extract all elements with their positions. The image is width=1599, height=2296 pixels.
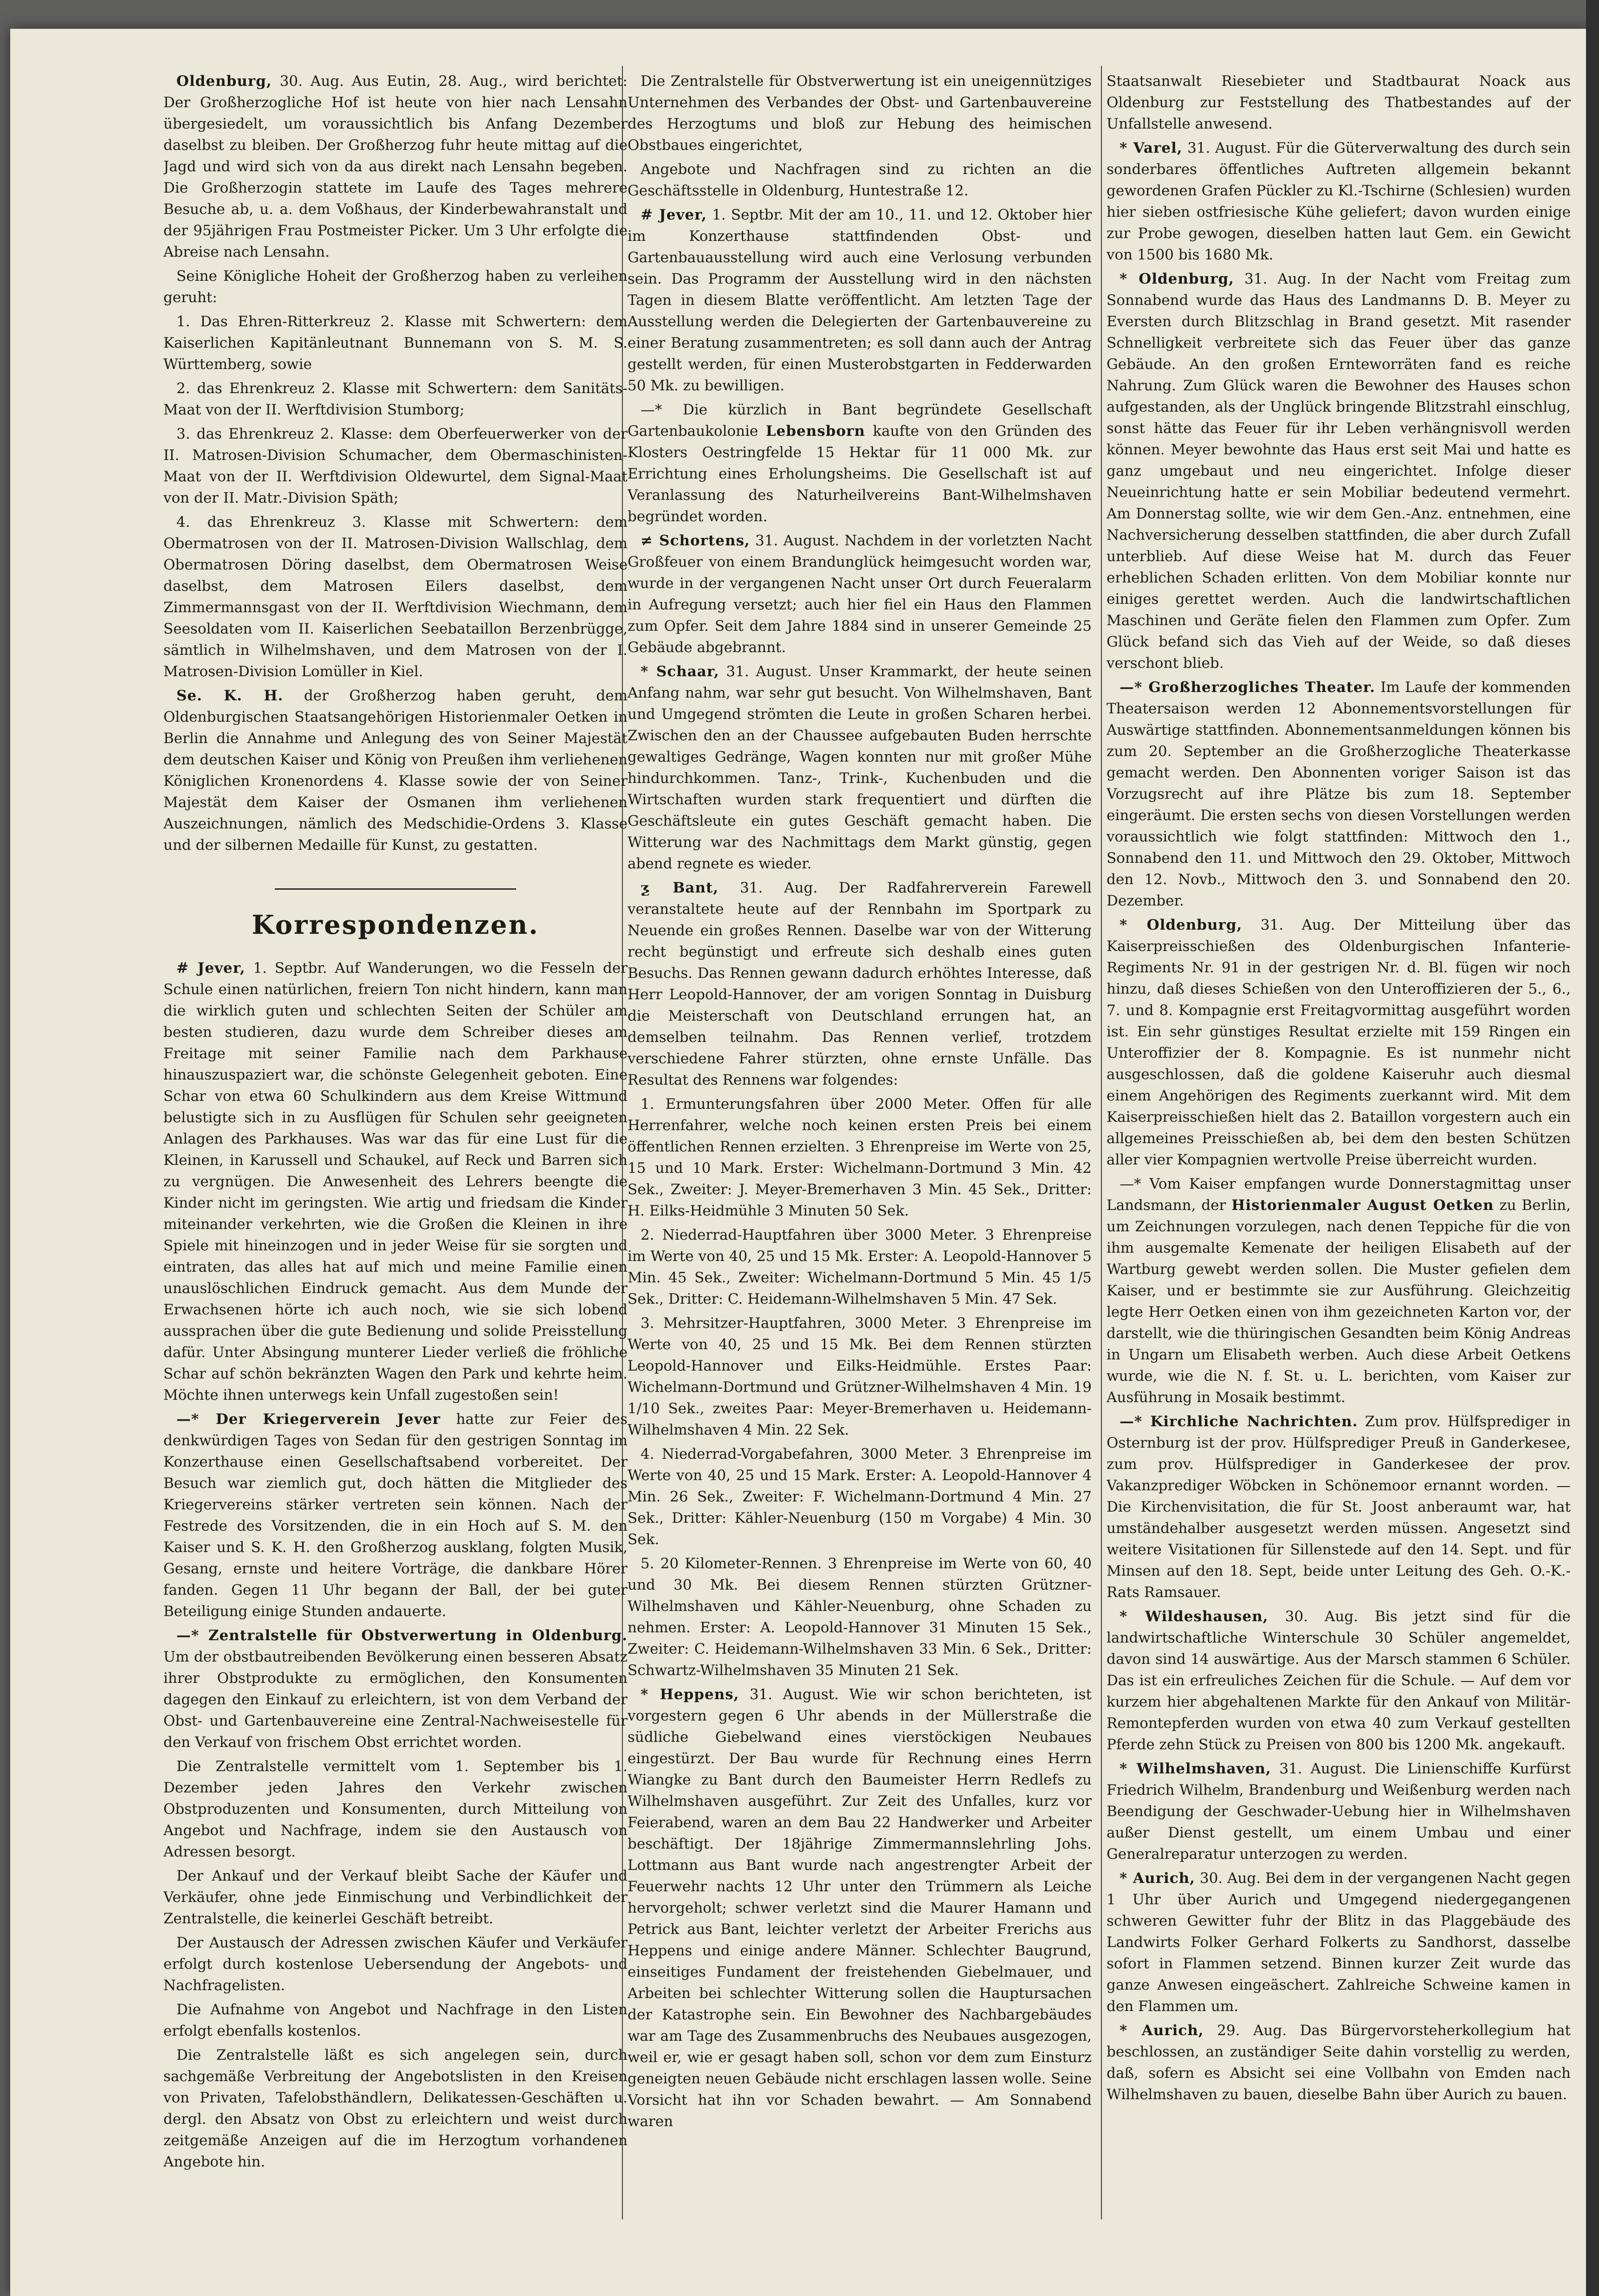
paragraph: Der Ankauf und der Verkauf bleibt Sache der Käufer und Verkäufer, ohne jede Einmischung und Verbindlichkeit der Zentralstelle, die keinerlei Geschäft betreibt.	[163, 1868, 628, 1927]
column-2	[628, 71, 1092, 2219]
honors-item: 2. das Ehrenkreuz 2. Klasse mit Schwertern: dem Sanitäts-Maat von der II. Werftdivision Stumborg;	[163, 380, 628, 418]
article-oldenburg-regiment: * Oldenburg, 31. Aug. Der Mitteilung über das Kaiserpreisschießen des Oldenburgischen Infanterie-Regiments Nr. 91 in der gestrigen Nr. d. Bl. fügen wir noch hinzu, daß dieses Schießen von den Unteroffizieren der 5., 6., 7. und 8. Kompagnie erst Freitagvormittag ausgeführt worden ist. Ein sehr günstiges Resultat erzielte mit 159 Ringen ein Unteroffizier der 8. Kompagnie. Es ist nunmehr nicht ausgeschlossen, daß die goldene Kaiseruhr auch diesmal einem Angehörigen des Regiments zuerkannt wird. Mit dem Kaiserpreisschießen hielt das 2. Bataillon vorgestern auch ein allgemeines Preisschießen ab, bei dem den besten Schützen aller vier Kompagnien wertvolle Preise überreicht wurden.	[1107, 917, 1571, 1168]
column-rule	[1101, 66, 1102, 2219]
race-result: 5. 20 Kilometer-Rennen. 3 Ehrenpreise im Werte von 60, 40 und 30 Mk. Bei diesem Rennen stürzten Grützner-Wilhelmshaven und Kähler-Neuenburg, ohne Schaden zu nehmen. Erster: A. Leopold-Hannover 31 Minuten 15 Sek., Zweiter: C. Heidemann-Wilhelmshaven 33 Min. 6 Sek., Dritter: Schwartz-Wilhelmshaven 35 Minuten 21 Sek.	[628, 1555, 1092, 1679]
article-skh: Se. K. H. der Großherzog haben geruht, dem Oldenburgischen Staatsangehörigen Historienmaler Oetken in Berlin die Annahme und Anlegung des von Seiner Majestät dem deutschen Kaiser und König von Preußen ihm verliehenen Königlichen Kronenordens 4. Klasse sowie der von Seiner Majestät dem Kaiser der Osmanen ihm verliehenen Auszeichnungen, nämlich des Medschidie-Ordens 3. Klasse und der silbernen Medaille für Kunst, zu gestatten.	[163, 687, 628, 854]
article-lebensborn: —* Die kürzlich in Bant begründete Gesellschaft Gartenbaukolonie Lebensborn kaufte von den Gründen des Klosters Oestringfelde 15 Hektar für 11 000 Mk. zur Errichtung eines Erholungsheims. Die Gesellschaft ist auf Veranlassung des Naturheilvereins Bant-Wilhelmshaven begründet worden.	[628, 401, 1092, 525]
paragraph: Staatsanwalt Riesebieter und Stadtbaurat Noack aus Oldenburg zur Feststellung des Thatbestandes auf der Unfallstelle anwesend.	[1107, 73, 1571, 132]
race-result: 4. Niederrad-Vorgabefahren, 3000 Meter. 3 Ehrenpreise im Werte von 40, 25 und 15 Mark. Erster: A. Leopold-Hannover 4 Min. 26 Sek., Zweiter: F. Wichelmann-Dortmund 4 Min. 27 Sek., Dritter: Kähler-Neuenburg (150 m Vorgabe) 4 Min. 30 Sek.	[628, 1446, 1092, 1548]
article-oldenburg: Oldenburg, 30. Aug. Aus Eutin, 28. Aug., wird berichtet: Der Großherzogliche Hof ist heute von hier nach Lensahn übergesiedelt, um voraussichtlich bis Anfang Dezember daselbst zu bleiben. Der Großherzog fuhr heute mittag auf die Jagd und wird sich von da aus direkt nach Lensahn begeben. Die Großherzogin stattete im Laufe des Tages mehrere Besuche ab, u. a. dem Voßhaus, der Kinderbewahranstalt und der 95jährigen Frau Postmeister Picker. Um 3 Uhr erfolgte die Abreise nach Lensahn.	[163, 73, 628, 260]
honors-intro: Seine Königliche Hoheit der Großherzog haben zu verleihen geruht:	[163, 268, 628, 306]
paragraph: Die Zentralstelle vermittelt vom 1. September bis 1. Dezember jeden Jahres den Verkehr zwischen Obstproduzenten und Konsumenten, durch Mitteilung von Angebot und Nachfrage, indem sie den Austausch von Adressen besorgt.	[163, 1758, 628, 1860]
paragraph: Angebote und Nachfragen sind zu richten an die Geschäftsstelle in Oldenburg, Huntestraße 12.	[628, 161, 1092, 199]
article-kirchliche: —* Kirchliche Nachrichten. Zum prov. Hülfsprediger in Osternburg ist der prov. Hülfsprediger Preuß in Ganderkesee, zum prov. Hülfsprediger in Ganderkesee der prov. Vakanzprediger Wöbcken in Schönemoor ernannt worden. — Die Kirchenvisitation, die für St. Joost anberaumt war, hat umständehalber ausgesetzt werden müssen. Angesetzt sind weitere Visitationen für Sillenstede auf den 14. Sept. und für Minsen auf den 18. Sept, beide unter Leitung des Geh. O.-K.-Rats Ramsauer.	[1107, 1413, 1571, 1601]
column-1	[163, 71, 628, 2219]
article-heppens: * Heppens, 31. August. Wie wir schon berichteten, ist vorgestern gegen 6 Uhr abends in der Müllerstraße die südliche Giebelwand eines vierstöckigen Neubaues eingestürzt. Der Bau wurde für Rechnung eines Herrn Wiangke zu Bant durch den Baumeister Herrn Redlefs zu Wilhelmshaven ausgeführt. Zur Zeit des Unfalles, kurz vor Feierabend, waren an dem Bau 22 Handwerker und Arbeiter beschäftigt. Der 18jährige Zimmermannslehrling Johs. Lottmann aus Bant wurde nach angestrengter Arbeit der Feuerwehr nachts 12 Uhr unter den Trümmern als Leiche hervorgeholt; schwer verletzt sind die Maurer Hamann und Petrick aus Bant, leichter verletzt der Arbeiter Frerichs aus Heppens und einige andere Männer. Schlechter Baugrund, einseitiges Fundament der freistehenden Giebelmauer, und Arbeiten bei schlechter Witterung sollen die Hauptursachen der Katastrophe sein. Ein Bewohner des Nachbargebäudes war am Tage des Zusammenbruchs des Neubaues ausgezogen, weil er, wie er gesagt haben soll, schon vor dem zum Einsturz geneigten neuen Gebäude nicht erschlagen lassen wolle. Seine Vorsicht hat ihn vor Schaden bewahrt. — Am Sonnabend waren	[628, 1686, 1092, 2130]
article-schortens: ≠ Schortens, 31. August. Nachdem in der vorletzten Nacht Großfeuer von einem Brandunglück heimgesucht worden war, wurde in der vergangenen Nacht unser Ort durch Feueralarm in Aufregung versetzt; auch hier fiel ein Haus den Flammen zum Opfer. Seit dem Jahre 1884 sind in unserer Gemeinde 25 Gebäude abgebrannt.	[628, 532, 1092, 656]
section-separator	[275, 888, 516, 890]
honors-item: 1. Das Ehren-Ritterkreuz 2. Klasse mit Schwertern: dem Kaiserlichen Kapitänleutnant Bunnemann von S. M. S. Württemberg, sowie	[163, 313, 628, 373]
article-bant: ƺ Bant, 31. Aug. Der Radfahrerverein Farewell veranstaltete heute auf der Rennbahn im Sportpark zu Neuende ein großes Rennen. Daselbe war von der Witterung recht begünstigt und erfreute sich deshalb eines guten Besuchs. Das Rennen gewann dadurch erhöhtes Interesse, daß Herr Leopold-Hannover, der am vorigen Sonntag in Duisburg die Meisterschaft von Deutschland errungen hat, an demselben teilnahm. Das Rennen verlief, trotzdem verschiedene Fahrer stürzten, ohne ernste Unfälle. Das Resultat des Rennens war folgendes:	[628, 880, 1092, 1088]
paragraph: Der Austausch der Adressen zwischen Käufer und Verkäufer erfolgt durch kostenlose Uebersendung der Angebots- und Nachfragelisten.	[163, 1934, 628, 1994]
scan-edge	[1586, 0, 1599, 2296]
section-title: Korrespondenzen.	[252, 910, 539, 940]
article-zentralstelle: —* Zentralstelle für Obstverwertung in Oldenburg. Um der obstbautreibenden Bevölkerung einen besseren Absatz ihrer Obstprodukte zu ermöglichen, den Konsumenten dagegen den Einkauf zu erleichtern, ist von dem Verband der Obst- und Gartenbauvereine eine Zentral-Nachweisestelle für den Verkauf von frischem Obst errichtet worden.	[163, 1627, 628, 1751]
article-jever-2: # Jever, 1. Septbr. Mit der am 10., 11. und 12. Oktober hier im Konzerthause stattfindenden Obst- und Gartenbauausstellung wird auch eine Verlosung verbunden sein. Das Programm der Ausstellung wird in den nächsten Tagen in diesem Blatte veröffentlicht. Am letzten Tage der Ausstellung werden die Delegierten der Gartenbauvereine zu einer Beratung zusammentreten; es soll dann auch der Antrag gestellt werden, für einen Musterobstgarten in Fedderwarden 50 Mk. zu bewilligen.	[628, 207, 1092, 394]
paragraph: Die Zentralstelle läßt es sich angelegen sein, durch sachgemäße Verbreitung der Angebotslisten in den Kreisen von Privaten, Tafelobsthändlern, Delikatessen-Geschäften u. dergl. den Absatz von Obst zu erleichtern und weist durch zeitgemäße Anzeigen auf die im Herzogtum vorhandenen Angebote hin.	[163, 2047, 628, 2170]
article-aurich: * Aurich, 29. Aug. Das Bürgervorsteherkollegium hat beschlossen, an zuständiger Seite dahin vorstellig zu werden, daß, sofern es Absicht sei eine Vollbahn von Emden nach Wilhelmshaven zu bauen, dieselbe Bahn über Aurich zu bauen.	[1107, 2022, 1571, 2103]
article-oldenburg-fire: * Oldenburg, 31. Aug. In der Nacht vom Freitag zum Sonnabend wurde das Haus des Landmanns D. B. Meyer zu Eversten durch Blitzschlag in Brand gesetzt. Mit rasender Schnelligkeit verbreitete sich das Feuer über das ganze Gebäude. An den großen Ernteworräten fand es reiche Nahrung. Zum Glück waren die Bewohner des Hauses schon aufgestanden, als der Unglück bringende Blitzstrahl einschlug, sonst hätte das Feuer für ihr Leben verhängnisvoll werden können. Meyer bewohnte das Haus erst seit Mai und hatte es ganz umgebaut und neu eingerichtet. Infolge dieser Neueinrichtung hatte er sein Mobiliar bedeutend vermehrt. Am Donnerstag sollte, wie wir dem Gen.-Anz. entnehmen, eine Nachversicherung desselben stattfinden, die aber durch Zufall unterblieb. Auf diese Weise hat M. durch das Feuer erheblichen Schaden erlitten. Von dem Mobiliar konnte nur einiges gerettet werden. Auch die landwirtschaftlichen Maschinen und Geräte fielen den Flammen zum Opfer. Zum Glück befand sich das Vieh auf der Weide, so daß dieses verschont blieb.	[1107, 271, 1571, 672]
paragraph: Die Zentralstelle für Obstverwertung ist ein uneigennütziges Unternehmen des Verbandes der Obst- und Gartenbauvereine des Herzogtums und bloß zur Hebung des heimischen Obstbaues eingerichtet,	[628, 73, 1092, 154]
article-oetken: —* Vom Kaiser empfangen wurde Donnerstagmittag unser Landsmann, der Historienmaler August Oetken zu Berlin, um Zeichnungen vorzulegen, nach denen Teppiche für die von ihm ausgemalte Kemenate der heiligen Elisabeth auf der Wartburg gewebt werden sollen. Die Muster gefielen dem Kaiser, und er bestimmte sie zur Ausführung. Gleichzeitig legte Herr Oetken einen von ihm gezeichneten Karton vor, der darstellt, wie die thüringischen Gesandten beim König Andreas in Ungarn um Elisabeth werben. Auch diese Arbeit Oetkens wurde, wie die N. f. St. u. L. berichten, vom Kaiser zur Ausführung in Mosaik bestimmt.	[1107, 1176, 1571, 1406]
article-schaar: * Schaar, 31. August. Unser Krammarkt, der heute seinen Anfang nahm, war sehr gut besucht. Von Wilhelmshaven, Bant und Umgegend strömten die Leute in großen Scharen herbei. Zwischen den an der Chaussee aufgebauten Buden herrschte gewaltiges Gedränge, Wagen konnten nur mit großer Mühe hindurchkommen. Tanz-, Trink-, Kuchenbuden und die Wirtschaften wurden stark frequentiert und dürften die Geschäftsleute ein gutes Geschäft gemacht haben. Die Witterung war des Nachmittags dem Markt günstig, gegen abend regnete es wieder.	[628, 663, 1092, 872]
paragraph: Die Aufnahme von Angebot und Nachfrage in den Listen erfolgt ebenfalls kostenlos.	[163, 2001, 628, 2039]
article-kriegerverein: —* Der Kriegerverein Jever hatte zur Feier des denkwürdigen Tages von Sedan für den gestrigen Sonntag im Konzerthause einen Gesellschaftsabend vorbereitet. Der Besuch war ziemlich gut, doch hätten die Mitglieder des Kriegervereins stärker vertreten sein können. Nach der Festrede des Vorsitzenden, die in ein Hoch auf S. M. den Kaiser und S. K. H. den Großherzog ausklang, folgten Musik, Gesang, ernste und heitere Vorträge, die dankbare Hörer fanden. Gegen 11 Uhr begann der Ball, der bei guter Beteiligung einige Stunden andauerte.	[163, 1411, 628, 1620]
article-wilhelmshaven: * Wilhelmshaven, 31. August. Die Linienschiffe Kurfürst Friedrich Wilhelm, Brandenburg und Weißenburg werden nach Beendigung der Geschwader-Uebung hier in Wilhelmshaven außer Dienst gestellt, um einem Umbau und einer Generalreparatur unterzogen zu werden.	[1107, 1760, 1571, 1863]
race-result: 3. Mehrsitzer-Hauptfahren, 3000 Meter. 3 Ehrenpreise im Werte von 40, 25 und 15 Mk. Bei dem Rennen stürzten Leopold-Hannover und Eilks-Heidmühle. Erstes Paar: Wichelmann-Dortmund und Grützner-Wilhelmshaven 4 Min. 19 1/10 Sek., zweites Paar: Meyer-Bremerhaven u. Heidemann-Wilhelmshaven 4 Min. 22 Sek.	[628, 1315, 1092, 1438]
race-result: 2. Niederrad-Hauptfahren über 3000 Meter. 3 Ehrenpreise im Werte von 40, 25 und 15 Mk. Erster: A. Leopold-Hannover 5 Min. 45 Sek., Zweiter: Wichelmann-Dortmund 5 Min. 45 1/5 Sek., Dritter: C. Heidemann-Wilhelmshaven 5 Min. 47 Sek.	[628, 1227, 1092, 1307]
article-theater: —* Großherzogliches Theater. Im Laufe der kommenden Theatersaison werden 12 Abonnementsvorstellungen für Auswärtige stattfinden. Abonnementsanmeldungen können bis zum 20. September an die Großherzogliche Theaterkasse gemacht werden. Den Abonnenten voriger Saison ist das Vorzugsrecht auf ihre Plätze bis zum 18. September eingeräumt. Die ersten sechs von diesen Vorstellungen werden voraussichtlich wie folgt stattfinden: Mittwoch den 1., Sonnabend den 11. und Mittwoch den 29. Oktober, Mittwoch den 12. Novb., Mittwoch den 3. und Sonnabend den 20. Dezember.	[1107, 679, 1571, 909]
article-jever: # Jever, 1. Septbr. Auf Wanderungen, wo die Fesseln der Schule einen natürlichen, freiern Ton nicht hindern, kann man die wirklich guten und schlechten Seiten der Schüler am besten studieren, dazu wurde dem Schreiber dieses am Freitage mit seiner Familie nach dem Parkhause hinauszuspaziert war, die schönste Gelegenheit geboten. Eine Schar von etwa 60 Schulkindern aus dem Kreise Wittmund belustigte sich in zu Ausflügen für Schulen sehr geeigneten Anlagen des Parkhauses. Was war das für eine Lust für die Kleinen, in Karussell und Schaukel, auf Reck und Barren sich zu vergnügen. Die Anwesenheit des Lehrers beengte die Kinder nicht im geringsten. Wie artig und friedsam die Kinder miteinander verkehrten, wie die Großen die Kleinen in ihre Spiele mit hineinzogen und in jeder Weise für sie sorgten und eintraten, das alles hat auf mich und meine Familie einen unauslöschlichen Eindruck gemacht. Aus dem Munde der Erwachsenen hörte ich auch noch, wie sie sich lobend aussprachen über die gute Bedienung und solide Preisstellung dafür. Unter Absingung munterer Lieder verließ die fröhliche Schar auf schön bekränzten Wagen den Park und kehrte heim. Möchte ihnen unterwegs kein Unfall zugestoßen sein!	[163, 960, 628, 1403]
honors-item: 3. das Ehrenkreuz 2. Klasse: dem Oberfeuerwerker von der II. Matrosen-Division Schumacher, dem Obermaschinisten-Maat von der II. Werftdivision Oldewurtel, dem Signal-Maat von der II. Matr.-Division Späth;	[163, 426, 628, 506]
article-aurich: * Aurich, 30. Aug. Bei dem in der vergangenen Nacht gegen 1 Uhr über Aurich und Umgegend niedergegangenen schweren Gewitter fuhr der Blitz in das Plaggebäude des Landwirts Folker Gerhard Folkerts zu Sandhorst, dasselbe sofort in Flammen setzend. Binnen kurzer Zeit wurde das ganze Anwesen eingeäschert. Zahlreiche Schweine kamen in den Flammen um.	[1107, 1870, 1571, 2015]
honors-item: 4. das Ehrenkreuz 3. Klasse mit Schwertern: dem Obermatrosen von der II. Matrosen-Division Wallschlag, dem Obermatrosen Döring daselbst, dem Obermatrosen Weise daselbst, dem Matrosen Eilers daselbst, dem Zimmermannsgast von der II. Werftdivision Wiechmann, dem Seesoldaten vom II. Kaiserlichen Seebataillon Berzenbrügge, sämtlich in Wilhelmshaven, und dem Matrosen von der I. Matrosen-Division Lomüller in Kiel.	[163, 514, 628, 680]
column-3	[1107, 71, 1571, 2219]
article-varel: * Varel, 31. August. Für die Güterverwaltung des durch sein sonderbares öffentliches Auftreten allgemein bekannt gewordenen Grafen Pückler zu Kl.-Tschirne (Schlesien) wurden hier sieben ostfriesische Kühe geliefert; davon wurden einige zur Probe gewogen, dieselben hatten laut Gem. ein Gewicht von 1500 bis 1680 Mk.	[1107, 140, 1571, 263]
newspaper-page	[10, 29, 1591, 2296]
race-result: 1. Ermunterungsfahren über 2000 Meter. Offen für alle Herrenfahrer, welche noch keinen ersten Preis bei einem öffentlichen Rennen erzielten. 3 Ehrenpreise im Werte von 25, 15 und 10 Mark. Erster: Wichelmann-Dortmund 3 Min. 42 Sek., Zweiter: J. Meyer-Bremerhaven 3 Min. 45 Sek., Dritter: H. Eilks-Heidmühle 3 Minuten 50 Sek.	[628, 1096, 1092, 1219]
article-wildeshausen: * Wildeshausen, 30. Aug. Bis jetzt sind für die landwirtschaftliche Winterschule 30 Schüler angemeldet, davon sind 14 auswärtige. Aus der Marsch stammen 6 Schüler. Das ist ein erfreuliches Zeichen für die Schule. — Auf dem vor kurzem hier abgehaltenen Markte für den Ankauf von Militär-Remontepferden wurden von etwa 40 zum Verkauf gestellten Pferde zehn Stück zu Preisen von 800 bis 1200 Mk. angekauft.	[1107, 1608, 1571, 1753]
